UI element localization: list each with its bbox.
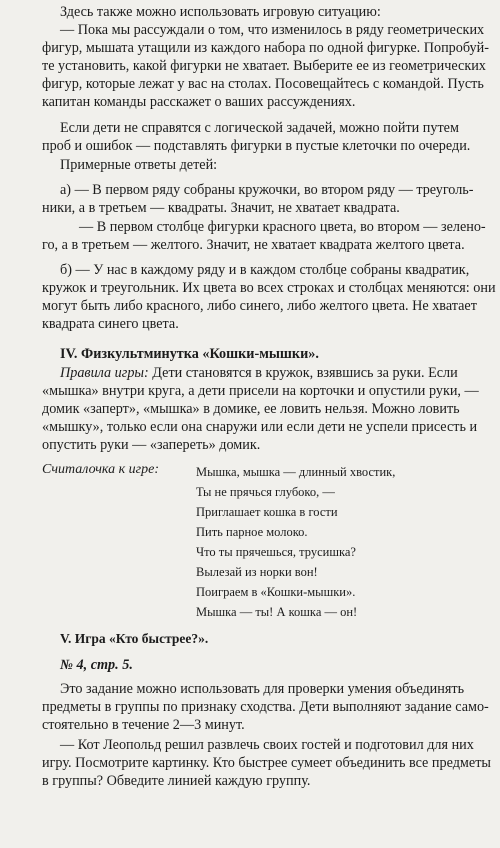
text-line: го, а в третьем — желтого. Значит, не хватает квадрата желтого цвета. <box>42 237 465 253</box>
text-line: проб и ошибок — подставлять фигурки в пустые клеточки по очереди. <box>42 138 471 154</box>
text-line: в группы? Обведите линией каждую группу. <box>42 773 311 789</box>
task-reference: № 4, стр. 5. <box>60 657 133 673</box>
poem-line: Пить парное молоко. <box>196 525 308 539</box>
text-line: капитан команды расскажет о ваших рассуждениях. <box>42 94 356 110</box>
text-line: — В первом столбце фигурки красного цвета, во втором — зелено- <box>79 219 486 235</box>
poem-line: Вылезай из норки вон! <box>196 565 318 579</box>
text-line: стоятельно в течение 2—3 минут. <box>42 717 245 733</box>
poem-line: Ты не прячься глубоко, — <box>196 485 335 499</box>
text-line: Примерные ответы детей: <box>60 157 218 173</box>
text-line: домик «заперт», «мышка» в домике, ее ловить нельзя. Можно ловить <box>42 401 460 417</box>
text-line: предметы в группы по признаку сходства. Дети выполняют задание само- <box>42 699 489 715</box>
text-line: — Кот Леопольд решил развлечь своих гостей и подготовил для них <box>60 737 474 753</box>
text-line: ники, а в третьем — квадраты. Значит, не хватает квадрата. <box>42 200 400 216</box>
text-line: «мышка» внутри круга, а дети присели на корточки и опустили руки, — <box>42 383 479 399</box>
rules-text: Дети становятся в кружок, взявшись за руки. Если <box>148 365 458 381</box>
text-line: б) — У нас в каждому ряду и в каждом столбце собраны квадратик, <box>60 262 470 278</box>
text-line: а) — В первом ряду собраны кружочки, во втором ряду — треуголь- <box>60 182 474 198</box>
rules-label: Правила игры: <box>60 365 149 381</box>
poem-label: Считалочка к игре: <box>42 462 159 477</box>
text-line: квадрата синего цвета. <box>42 316 179 332</box>
text-line: кружок и треугольник. Их цвета во всех строках и столбцах меняются: они <box>42 280 496 296</box>
text-line: опустить руки — «запереть» домик. <box>42 437 261 453</box>
text-line: Если дети не справятся с логической задачей, можно пойти путем <box>60 120 459 136</box>
poem-line: Мышка, мышка — длинный хвостик, <box>196 465 396 479</box>
text-line: «мышку», только если она снаружи или если дети не успели присесть и <box>42 419 478 435</box>
poem-line: Приглашает кошка в гости <box>196 505 338 519</box>
text-line: фигур, мышата утащили из каждого набора по одной фигурке. Попробуй- <box>42 40 489 56</box>
section-heading: IV. Физкультминутка «Кошки-мышки». <box>60 346 319 362</box>
text-line: те установить, какой фигурки не хватает. Выберите ее из геометрических <box>42 58 486 74</box>
poem-line: Поиграем в «Кошки-мышки». <box>196 585 356 599</box>
text-line: могут быть либо красного, либо синего, либо желтого цвета. Не хватает <box>42 298 477 314</box>
section-heading: V. Игра «Кто быстрее?». <box>60 631 209 646</box>
text-line: Здесь также можно использовать игровую ситуацию: <box>60 4 381 20</box>
text-line: игру. Посмотрите картинку. Кто быстрее сумеет объединить все предметы <box>42 755 491 771</box>
text-line <box>60 365 458 381</box>
text-line: Это задание можно использовать для проверки умения объединять <box>60 681 465 697</box>
text-line: фигур, которые лежат у вас на столах. Посовещайтесь с командой. Пусть <box>42 76 484 92</box>
poem-line: Что ты прячешься, трусишка? <box>196 545 356 559</box>
text-line: — Пока мы рассуждали о том, что изменилось в ряду геометрических <box>60 22 485 38</box>
poem-line: Мышка — ты! А кошка — он! <box>196 605 358 619</box>
